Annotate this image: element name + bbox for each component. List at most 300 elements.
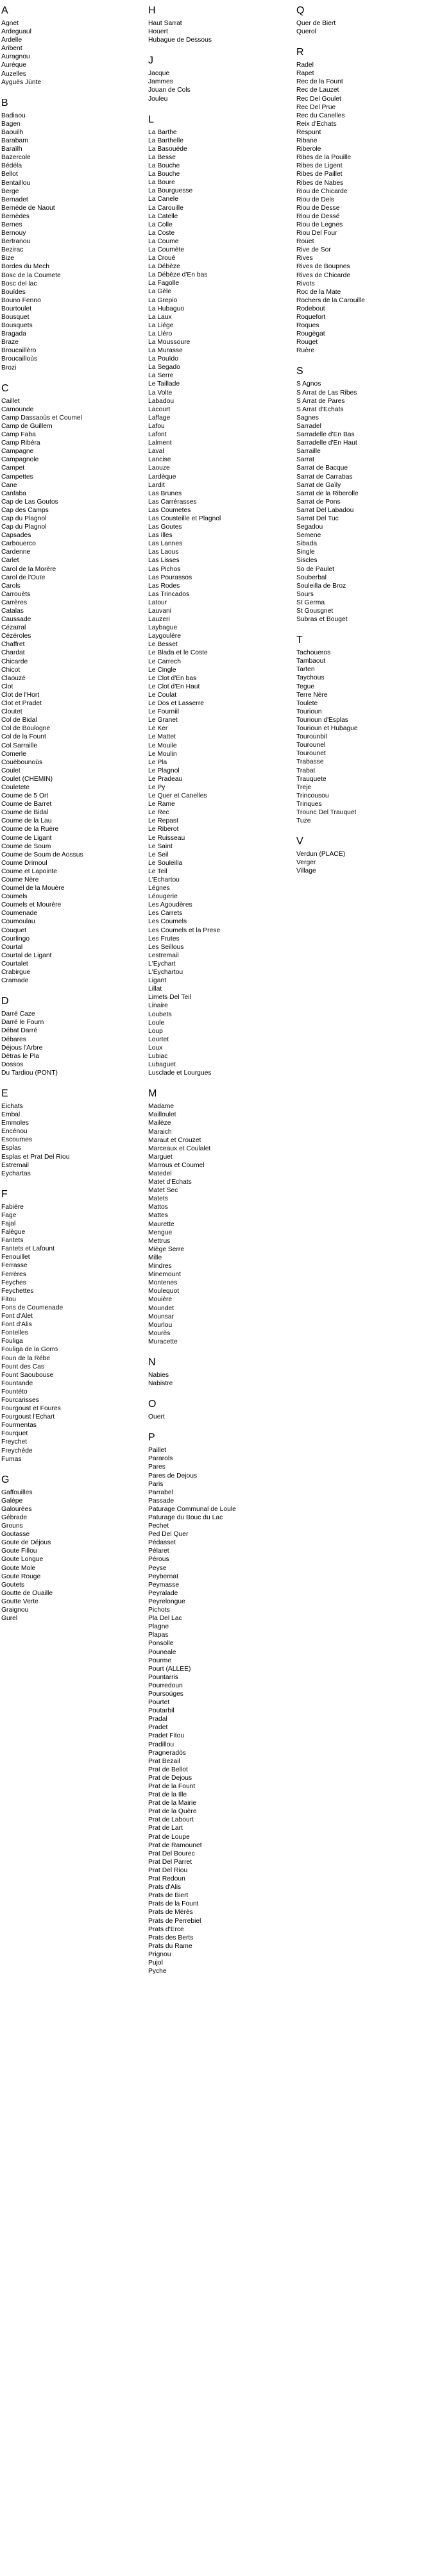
place-name-item: Mindres — [148, 1263, 172, 1270]
place-name-item: Querol — [296, 28, 316, 36]
place-name-item: Clot — [1, 683, 13, 690]
place-name-item: Déjous l'Arbre — [1, 1044, 43, 1052]
place-name-item: Maraich — [148, 1128, 172, 1136]
place-name-item: Coume de Bidal — [1, 809, 49, 817]
place-name-item: Prat Del Bourec — [148, 1850, 195, 1857]
section-letter-heading: H — [148, 5, 156, 16]
place-name-item: Prats d'Alis — [148, 1884, 182, 1891]
place-name-item: Rives de Chicarde — [296, 271, 351, 279]
place-name-item: Mattes — [148, 1212, 168, 1220]
place-name-item: Prats de Mérès — [148, 1909, 193, 1916]
place-name-item: Prats de Perrebiel — [148, 1917, 201, 1925]
place-name-item: Léougerie — [148, 893, 178, 901]
place-name-item: Agnet — [1, 20, 19, 27]
letter-section — [1, 1189, 139, 1463]
place-name-item: Comerle — [1, 750, 26, 758]
place-name-item: Ardeguaul — [1, 28, 31, 36]
place-name-item: Laffage — [148, 414, 171, 422]
place-name-item: Pradet — [148, 1724, 168, 1732]
place-name-item: Gébrade — [1, 1514, 28, 1521]
place-name-item: L'Eychartou — [148, 969, 183, 977]
place-name-list — [296, 649, 433, 825]
place-name-item: Las Goutes — [148, 524, 182, 531]
place-name-item: Falègue — [1, 1229, 26, 1236]
place-name-item: Loubets — [148, 1011, 172, 1018]
place-name-item: Tourioun et Hubague — [296, 725, 358, 733]
place-name-item: Chardat — [1, 649, 25, 657]
place-name-item: Coume et Lapointe — [1, 867, 58, 875]
place-name-item: Peyralade — [148, 1589, 178, 1597]
place-name-item: Baouilh — [1, 128, 24, 136]
place-name-item: Fouliga — [1, 1338, 23, 1345]
place-name-item: Respunt — [296, 128, 321, 136]
place-name-item: Pradal — [148, 1716, 167, 1723]
place-name-item: Prats des Berts — [148, 1934, 194, 1941]
place-name-item: Bernède de Naout — [1, 204, 55, 212]
place-name-item: Roquefort — [296, 314, 326, 321]
place-name-item: Lafont — [148, 431, 167, 439]
place-name-item: Le Dos et Lasserre — [148, 700, 204, 708]
place-name-item: Baraïlh — [1, 146, 22, 153]
place-name-item: Le Rame — [148, 801, 175, 808]
place-name-item: Minemount — [148, 1271, 181, 1279]
place-name-item: Pragneradòs — [148, 1749, 186, 1757]
place-name-item: La Bouche — [148, 171, 180, 178]
place-name-item: Fajal — [1, 1220, 16, 1227]
place-name-list — [148, 128, 286, 1078]
place-name-item: Rives de Boupnes — [296, 263, 350, 271]
place-name-item: Trabasse — [296, 758, 324, 766]
place-name-item: Prat de Lart — [148, 1825, 183, 1832]
place-name-list — [296, 380, 433, 624]
place-name-item: Cramade — [1, 977, 29, 985]
place-name-item: Verdun (PLACE) — [296, 851, 346, 858]
place-name-item: Parrabel — [148, 1488, 173, 1496]
place-name-item: Las Lannes — [148, 540, 183, 548]
place-name-item: Ferrasse — [1, 1262, 28, 1270]
place-name-item: Plapas — [148, 1632, 169, 1639]
place-name-list — [148, 1413, 286, 1421]
place-name-item: Aribent — [1, 45, 22, 53]
place-name-item: Darré le Fourn — [1, 1019, 44, 1027]
place-name-item: Bernadet — [1, 196, 28, 203]
place-name-item: Fabière — [1, 1203, 24, 1211]
place-name-item: Rive de Sor — [296, 246, 331, 254]
place-name-item: Courlingo — [1, 935, 30, 943]
place-name-item: Fourgoust l'Echart — [1, 1413, 55, 1421]
place-name-item: Gaffouilles — [1, 1488, 33, 1496]
place-name-item: Pédasset — [148, 1539, 176, 1547]
place-name-item: Gurel — [1, 1615, 18, 1623]
place-name-item: Mailloulet — [148, 1111, 176, 1119]
place-name-item: La Murasse — [148, 347, 183, 355]
place-name-item: Rougègat — [296, 330, 325, 338]
place-name-item: Le Taillade — [148, 380, 180, 388]
place-name-item: Peybernat — [148, 1573, 178, 1580]
place-name-item: Bosc del lac — [1, 280, 37, 287]
place-name-item: Bourtoulet — [1, 305, 31, 312]
place-name-item: Pradillou — [148, 1741, 174, 1748]
place-name-item: Riou de Desse — [296, 204, 340, 212]
place-name-item: Bousquets — [1, 322, 33, 330]
place-name-item: Marceaux et Coulalet — [148, 1145, 211, 1152]
place-name-list — [1, 1010, 139, 1077]
place-name-item: Ribane — [296, 137, 318, 145]
place-name-item: Le Moulin — [148, 750, 177, 758]
place-name-item: Fourmentas — [1, 1422, 37, 1429]
place-name-item: Grouns — [1, 1523, 23, 1530]
place-name-item: Souleilla de Broz — [296, 582, 346, 590]
place-name-item: Cap de Las Goutos — [1, 498, 58, 506]
place-name-item: Fons de Coumenade — [1, 1304, 64, 1311]
place-name-item: Paturage du Bouc du Lac — [148, 1514, 223, 1521]
place-name-item: Pichots — [148, 1607, 170, 1614]
place-name-item: Pourtet — [148, 1699, 170, 1707]
place-name-item: Marrous et Coumel — [148, 1161, 205, 1169]
place-name-item: Coume Drimoul — [1, 859, 47, 867]
place-name-item: Col de Boulogne — [1, 725, 51, 733]
place-name-item: Paturage Communal de Loule — [148, 1505, 236, 1513]
place-name-item: Jouan de Cols — [148, 87, 191, 94]
place-name-item: Le Souleilla — [148, 859, 183, 867]
place-name-item: St Gousgnet — [296, 608, 334, 615]
place-name-list — [1, 1488, 139, 1623]
place-name-item: Pararols — [148, 1455, 173, 1463]
place-name-item: Le Rec — [148, 809, 169, 817]
place-name-item: Laybague — [148, 624, 178, 632]
place-name-item: Sarrat de la Riberolle — [296, 490, 359, 497]
place-name-item: La Pouïdo — [148, 355, 178, 363]
place-name-item: Goute Rouge — [1, 1573, 41, 1580]
section-letter-heading: A — [1, 5, 8, 16]
place-name-item: Sarrat de Carrabas — [296, 473, 353, 481]
place-name-item: Lubiac — [148, 1052, 168, 1060]
place-name-item: Bouïdes — [1, 288, 26, 296]
place-name-item: La Serre — [148, 372, 174, 380]
place-name-item: La Débèze — [148, 263, 180, 271]
place-name-item: Les Carrets — [148, 910, 183, 917]
place-name-item: Las Lisses — [148, 557, 180, 565]
place-name-item: Courtal de Ligant — [1, 951, 52, 959]
place-name-item: Rec de Lauzet — [296, 87, 339, 94]
place-name-item: Prats de la Fount — [148, 1900, 199, 1908]
letter-section — [296, 836, 433, 875]
place-name-item: Carols — [1, 582, 21, 590]
section-letter-heading: L — [148, 114, 154, 125]
place-name-item: Claouzé — [1, 674, 26, 682]
place-name-item: Freychet — [1, 1438, 28, 1446]
place-name-item: Roc de la Mate — [296, 288, 341, 296]
place-name-item: Radel — [296, 62, 314, 69]
place-name-item: Labadou — [148, 397, 174, 405]
place-name-item: Laouze — [148, 465, 170, 472]
place-name-item: Caussade — [1, 616, 31, 624]
place-name-item: Bernes — [1, 221, 22, 228]
letter-section — [148, 114, 286, 1078]
place-name-item: La Coume — [148, 237, 179, 245]
place-name-item: Caillet — [1, 397, 20, 405]
place-name-item: Feychettes — [1, 1287, 34, 1295]
place-name-item: Segadou — [296, 524, 323, 531]
place-name-item: La Moussoure — [148, 339, 191, 346]
place-name-item: La Laux — [148, 313, 172, 321]
place-name-item: Galèpe — [1, 1497, 23, 1505]
place-name-item: Peymasse — [148, 1581, 180, 1589]
place-name-item: Fount Saoubouse — [1, 1371, 54, 1379]
place-name-item: Auragnou — [1, 53, 30, 61]
letter-section — [1, 996, 139, 1077]
place-name-item: Le Saint — [148, 842, 173, 850]
place-name-item: Pradet Fitou — [148, 1732, 185, 1740]
place-name-item: Las Pichos — [148, 565, 181, 573]
place-name-item: Prats d'Erce — [148, 1925, 184, 1933]
place-name-item: Fourquet — [1, 1430, 28, 1438]
place-name-item: Coulet — [1, 767, 21, 774]
place-name-item: Miège Serre — [148, 1245, 185, 1253]
place-name-item: S Arrat de Pares — [296, 397, 345, 405]
place-name-item: Camounde — [1, 405, 34, 413]
place-name-item: Semene — [296, 532, 321, 540]
place-name-item: La Bouche — [148, 162, 180, 170]
place-name-item: Poursoùges — [148, 1690, 183, 1698]
place-name-list — [148, 69, 286, 103]
place-name-item: Esplas et Prat Del Riou — [1, 1153, 70, 1161]
place-name-item: Le Carrech — [148, 658, 181, 665]
place-name-item: Lourtet — [148, 1036, 169, 1043]
place-name-item: Fontelles — [1, 1329, 28, 1337]
place-name-item: Houert — [148, 28, 168, 36]
place-name-item: Rapet — [296, 70, 314, 78]
place-name-item: Riou de Dels — [296, 196, 334, 203]
place-name-item: Eichats — [1, 1102, 23, 1110]
place-name-item: Carrères — [1, 599, 28, 606]
place-name-item: Sours — [296, 590, 314, 598]
place-name-item: Rivots — [296, 280, 315, 287]
place-name-item: Le Mouile — [148, 742, 177, 749]
place-name-item: Mattos — [148, 1204, 168, 1211]
place-name-item: Coumenade — [1, 910, 38, 917]
place-name-item: Fumas — [1, 1455, 22, 1463]
place-name-item: Passade — [148, 1497, 174, 1505]
place-name-item: Encénou — [1, 1128, 28, 1136]
place-name-item: Galourèes — [1, 1505, 32, 1513]
place-name-item: Fountéto — [1, 1388, 28, 1395]
section-letter-heading: Q — [296, 5, 305, 16]
place-name-item: Prat Del Parret — [148, 1858, 192, 1866]
place-name-item: St Germa — [296, 599, 325, 606]
place-name-item: La Gèle — [148, 288, 172, 296]
place-name-item: Laygoulère — [148, 633, 181, 640]
place-name-item: Crabirgue — [1, 969, 31, 977]
place-name-item: Coume de Soum — [1, 842, 51, 850]
letter-section — [296, 366, 433, 624]
place-name-item: Broucaillèro — [1, 347, 37, 355]
letter-section — [148, 55, 286, 103]
place-name-list — [1, 397, 139, 985]
place-name-item: Peyrelongue — [148, 1598, 185, 1605]
place-name-item: Pérous — [148, 1556, 169, 1564]
place-name-item: Bagen — [1, 120, 21, 128]
place-name-item: Cézaïral — [1, 624, 26, 632]
place-name-item: Mailèze — [148, 1120, 171, 1127]
place-name-item: Pourt (ALLEE) — [148, 1665, 191, 1673]
place-name-item: Lubaguet — [148, 1061, 176, 1069]
place-name-item: Souberbal — [296, 574, 327, 581]
place-name-item: Chicot — [1, 666, 21, 674]
place-name-item: La Carouille — [148, 204, 183, 212]
place-name-item: Cap des Camps — [1, 506, 49, 514]
place-name-item: Mourlou — [148, 1321, 173, 1329]
place-name-item: Col Sarraille — [1, 742, 38, 749]
place-name-item: Las Rodes — [148, 582, 180, 590]
place-name-item: Riberole — [296, 146, 321, 153]
place-name-item: Le Py — [148, 783, 166, 791]
place-name-item: Le Mattet — [148, 733, 176, 741]
place-name-item: Ardelle — [1, 37, 22, 44]
place-name-item: Prat de la Mairie — [148, 1800, 196, 1807]
place-name-item: Subras et Bouget — [296, 616, 348, 624]
place-name-item: Bentaillou — [1, 179, 31, 187]
place-name-item: Jouleu — [148, 95, 168, 103]
place-name-item: Tegue — [296, 683, 315, 690]
place-name-item: S Arrat de Las Ribes — [296, 389, 357, 397]
place-name-item: Lafou — [148, 422, 165, 430]
place-name-item: Poutarbil — [148, 1707, 174, 1715]
place-name-item: Ribes de Paillet — [296, 171, 343, 178]
place-name-item: Emmoles — [1, 1120, 29, 1127]
place-name-item: La Boure — [148, 179, 175, 187]
place-name-item: La Coste — [148, 229, 175, 237]
place-name-item: Riou de Dessé — [296, 212, 340, 220]
place-name-item: Sarrat de Gaïly — [296, 481, 341, 489]
section-letter-heading: D — [1, 996, 9, 1007]
place-name-item: Riou Del Four — [296, 230, 337, 237]
place-name-item: La Barthelle — [148, 137, 183, 144]
letter-section — [1, 1088, 139, 1178]
place-name-item: La Basouède — [148, 145, 187, 153]
place-name-item: Treje — [296, 783, 312, 791]
place-name-item: Prat de la Ille — [148, 1791, 187, 1799]
place-name-item: Le Seil — [148, 851, 169, 858]
place-name-item: Campagne — [1, 448, 34, 456]
place-name-item: Prignou — [148, 1950, 171, 1958]
place-name-item: Carbouerco — [1, 540, 36, 548]
place-name-item: Bordes du Mech — [1, 263, 49, 271]
place-name-item: Sarrat — [296, 456, 315, 464]
place-name-list — [296, 850, 433, 875]
section-letter-heading: G — [1, 1474, 10, 1485]
place-name-item: Sibada — [296, 540, 318, 548]
place-name-item: Tarten — [296, 666, 315, 674]
place-name-item: Bernouy — [1, 230, 26, 237]
place-name-item: Pélaret — [148, 1548, 169, 1555]
place-name-item: Bellot — [1, 171, 18, 178]
letter-section — [296, 5, 433, 36]
place-name-item: Clot de l'Hort — [1, 691, 40, 699]
index-column-2 — [148, 5, 286, 1986]
place-name-item: Camp Faba — [1, 431, 36, 439]
place-name-item: Le Coulat — [148, 691, 177, 699]
place-name-item: Toulete — [296, 699, 318, 707]
place-name-list — [1, 1102, 139, 1178]
place-name-item: Lardèque — [148, 473, 176, 481]
place-name-item: Sarradelle d'En Bas — [296, 431, 355, 439]
place-name-item: Le Teil — [148, 867, 167, 875]
place-name-item: Lestremail — [148, 951, 179, 959]
place-name-item: Trinques — [296, 800, 322, 808]
place-name-item: Escoumes — [1, 1136, 33, 1144]
place-name-item: Prat de la Fount — [148, 1783, 196, 1790]
place-name-item: Coume de Soum de Aossus — [1, 851, 83, 858]
place-name-item: Pyche — [148, 1968, 167, 1975]
place-name-item: Laval — [148, 448, 164, 456]
place-name-item: Mounsar — [148, 1313, 174, 1320]
place-name-item: Peyse — [148, 1564, 167, 1572]
place-name-item: Maurette — [148, 1220, 174, 1228]
place-name-item: Bize — [1, 255, 15, 262]
place-name-item: Pountarris — [148, 1673, 178, 1681]
place-name-item: Las Illes — [148, 532, 173, 540]
place-name-item: La Croué — [148, 255, 176, 262]
place-name-item: Pouneale — [148, 1648, 176, 1656]
place-name-item: Darré Caze — [1, 1011, 35, 1018]
place-name-item: Tourounbil — [296, 733, 327, 741]
place-name-item: Catalas — [1, 608, 24, 615]
letter-section — [148, 1399, 286, 1421]
place-name-item: So de Paulet — [296, 565, 334, 573]
place-name-item: Taychous — [296, 674, 325, 682]
place-name-item: Roques — [296, 322, 319, 330]
place-name-item: Prats de Biert — [148, 1892, 189, 1900]
place-name-item: Coumel de la Mouère — [1, 885, 65, 892]
place-name-item: Pourme — [148, 1657, 172, 1664]
place-name-item: La Besse — [148, 153, 176, 161]
place-name-item: Couëbounoùs — [1, 758, 43, 766]
place-name-item: Nabistre — [148, 1380, 173, 1388]
place-name-list — [148, 1371, 286, 1388]
place-name-item: Ferrères — [1, 1270, 26, 1278]
place-name-item: Prat Redoun — [148, 1875, 185, 1883]
place-name-item: Broucailloùs — [1, 355, 38, 363]
place-name-item: Eychartas — [1, 1170, 31, 1177]
place-name-item: Bezirac — [1, 246, 24, 254]
section-letter-heading: B — [1, 97, 8, 108]
place-name-item: Coume de Ligant — [1, 834, 52, 842]
place-name-item: Bosc de la Coumete — [1, 271, 61, 279]
place-name-item: Braze — [1, 339, 19, 346]
place-name-item: Col de la Fount — [1, 733, 46, 741]
place-name-item: Rouet — [296, 238, 314, 246]
section-letter-heading: V — [296, 836, 303, 848]
place-name-list — [148, 1102, 286, 1346]
place-name-item: Latour — [148, 599, 167, 606]
place-name-item: La Canele — [148, 196, 178, 203]
place-name-item: Esplas — [1, 1145, 21, 1152]
place-name-item: L'Eychart — [148, 960, 176, 968]
place-name-item: La Liége — [148, 321, 174, 329]
place-name-item: Montenes — [148, 1279, 178, 1287]
place-name-item: Marguet — [148, 1153, 173, 1161]
place-name-item: Lardit — [148, 481, 165, 489]
place-name-item: Freychède — [1, 1447, 33, 1454]
place-name-item: Le Quer et Canelles — [148, 792, 207, 800]
section-letter-heading: R — [296, 47, 304, 58]
place-name-item: Du Tardiou (PONT) — [1, 1069, 58, 1077]
place-name-item: Linaire — [148, 1002, 168, 1010]
place-name-item: Les Coumels et la Prese — [148, 926, 221, 934]
place-name-item: Campet — [1, 465, 25, 472]
place-name-item: Canfaba — [1, 490, 26, 497]
